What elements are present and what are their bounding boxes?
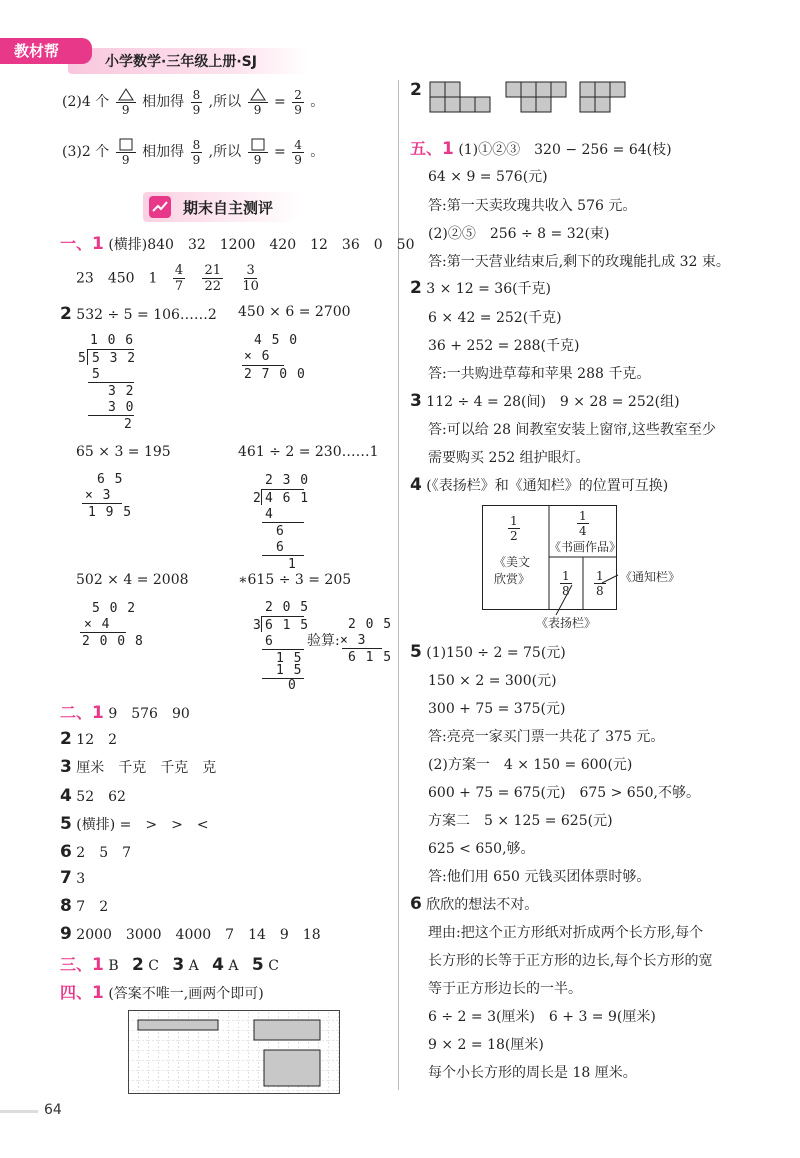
- calc-c-mul: × 3: [85, 488, 112, 503]
- calc-g-top: 2 0 5: [348, 617, 393, 632]
- fraction-2-9: $\frac{2}{9}$: [294, 87, 302, 117]
- calc-d-quotient: 2 3 0: [265, 473, 310, 488]
- r-line: (2)②⑤ 256 ÷ 8 = 32(束): [428, 226, 610, 242]
- notice-label: 《通知栏》: [620, 570, 681, 584]
- page-number: 64: [44, 1102, 62, 1118]
- r-line: 答:一共购进草莓和苹果 288 千克。: [428, 366, 651, 382]
- calc-g-result: 6 1 5: [348, 650, 393, 665]
- triangle-fraction: 9: [116, 88, 136, 116]
- calc-f-step1: 6: [265, 634, 274, 649]
- check-label: 验算:: [307, 633, 340, 649]
- fraction-4-9: $\frac{4}{9}$: [294, 137, 302, 167]
- calc-e-mul: × 4: [84, 617, 111, 632]
- calc-e-top: 5 0 2: [92, 601, 137, 616]
- calc-a-remainder: 2: [124, 417, 133, 432]
- half-fraction: $\frac{1}{2}$: [510, 514, 518, 543]
- header-title: 小学数学·三年级上册·SJ: [105, 54, 257, 70]
- square-fraction: 9: [116, 138, 136, 166]
- calc-f-head: ∗615 ÷ 3 = 205: [238, 572, 352, 588]
- s2-q8: 8 7 2: [60, 896, 109, 916]
- rectangle-3: [264, 1050, 320, 1086]
- s2-q3: 3 厘米 千克 千克 克: [60, 757, 217, 777]
- triangle-fraction: 9: [248, 88, 268, 116]
- calc-d-head: 461 ÷ 2 = 230……1: [238, 444, 379, 460]
- s2-q5: 5 (横排) = > > <: [60, 814, 209, 834]
- eighth-fraction-2: $\frac{1}{8}$: [596, 569, 604, 598]
- cube-nets: [428, 80, 638, 114]
- s2-q1: 二、1 9 576 90: [60, 703, 190, 723]
- r-line: 36 + 252 = 288(千克): [428, 338, 580, 354]
- triangle-icon: [118, 88, 134, 101]
- calc-d-step2: 6: [276, 524, 285, 539]
- s1-q1-line2: 23 450 1 $\frac{4}{7}$ $\frac{21}{22}$ $\frac{3}{10}$: [76, 263, 259, 294]
- r-q2b: 2 3 × 12 = 36(千克): [410, 278, 552, 298]
- rectangle-1: [138, 1020, 218, 1030]
- calc-b-top: 4 5 0: [254, 333, 299, 348]
- r-s5-q1: 五、1 (1)①②③ 320 − 256 = 64(枝): [410, 139, 672, 159]
- calc-c-result: 1 9 5: [88, 505, 133, 520]
- calc-d-dividend: 4 6 1: [265, 491, 310, 506]
- r-line: 需要购买 252 组护眼灯。: [428, 450, 590, 466]
- half-label-1: 《美文: [494, 555, 531, 569]
- section-title-box: [143, 192, 301, 222]
- section-title: 期末自主测评: [183, 199, 274, 217]
- triangle-icon: [250, 88, 266, 101]
- r-line: 方案二 5 × 125 = 625(元): [428, 813, 613, 829]
- calc-d-step1: 4: [265, 507, 274, 522]
- calc-f-divisor: 3: [253, 618, 262, 633]
- s2-q7: 7 3: [60, 868, 86, 888]
- r-line: 300 + 75 = 375(元): [428, 701, 566, 717]
- r-line: 150 × 2 = 300(元): [428, 673, 557, 689]
- r-line: 等于正方形边长的一半。: [428, 981, 582, 997]
- s4-q1: 四、1 (答案不唯一,画两个即可): [60, 983, 264, 1003]
- r-q2-num: 2: [410, 80, 422, 100]
- r-line: 64 × 9 = 576(元): [428, 169, 548, 185]
- calc-a-step3: 3 0: [108, 400, 135, 415]
- calc-f-quotient: 2 0 5: [265, 600, 310, 615]
- square-fraction: 9: [248, 138, 268, 166]
- calc-b-mul: × 6: [244, 349, 271, 364]
- r-q3: 3 112 ÷ 4 = 28(间) 9 × 28 = 252(组): [410, 391, 680, 411]
- calc-f-step3: 1 5: [276, 663, 303, 678]
- square-icon: [118, 138, 134, 151]
- r-line: 答:可以给 28 间教室安装上窗帘,这些教室至少: [428, 422, 716, 438]
- calc-d-remainder: 1: [288, 557, 297, 572]
- r-line: 答:第一天卖玫瑰共收入 576 元。: [428, 198, 637, 214]
- calc-c-head: 65 × 3 = 195: [76, 444, 171, 460]
- fraction-8-9: $\frac{8}{9}$: [192, 87, 201, 117]
- calc-e-head: 502 × 4 = 2008: [76, 572, 189, 588]
- calc-g-mul: × 3: [340, 633, 367, 648]
- calc-c-top: 6 5: [97, 472, 124, 487]
- rectangle-2: [254, 1020, 320, 1040]
- r-q6: 6 欣欣的想法不对。: [410, 894, 539, 914]
- calc-a-step2: 3 2: [108, 384, 135, 399]
- calc-a-head: 2 532 ÷ 5 = 106……2: [60, 304, 217, 324]
- calc-e-result: 2 0 0 8: [82, 634, 144, 649]
- fraction-3-10: $\frac{3}{10}$: [242, 263, 259, 294]
- r-line: 6 ÷ 2 = 3(厘米) 6 + 3 = 9(厘米): [428, 1009, 656, 1025]
- r-line: 6 × 42 = 252(千克): [428, 310, 562, 326]
- calc-d-divisor: 2: [253, 491, 262, 506]
- praise-label: 《表扬栏》: [536, 616, 597, 630]
- r-line: (2)方案一 4 × 150 = 600(元): [428, 757, 633, 773]
- r-line: 625 < 650,够。: [428, 841, 535, 857]
- quarter-fraction: $\frac{1}{4}$: [579, 509, 587, 538]
- calc-d-step3: 6: [276, 540, 285, 555]
- r-line: 答:亮亮一家买门票一共花了 375 元。: [428, 729, 665, 745]
- r-line: 答:第一天营业结束后,剩下的玫瑰能扎成 32 束。: [428, 254, 730, 270]
- chart-trend-icon: [149, 196, 171, 218]
- grid-drawing: [128, 1010, 340, 1094]
- fraction-21-22: $\frac{21}{22}$: [204, 263, 221, 294]
- half-label-2: 欣赏》: [494, 572, 531, 586]
- q2-triangle-line: (2)4 个 9 相加得 $\frac{8}{9}$ ,所以 9 = $\frac{2}{9}$ 。: [62, 87, 325, 117]
- q3-square-line: (3)2 个 9 相加得 $\frac{8}{9}$ ,所以 9 = $\frac{4}{9}$ 。: [62, 137, 325, 167]
- quarter-label: 《书画作品》: [549, 540, 622, 554]
- s2-q6: 6 2 5 7: [60, 842, 132, 862]
- s2-q4: 4 52 62: [60, 786, 126, 806]
- r-line: 9 × 2 = 18(厘米): [428, 1037, 544, 1053]
- page-number-line: [0, 1110, 38, 1113]
- fraction-4-7: $\frac{4}{7}$: [174, 263, 184, 294]
- s2-q2: 2 12 2: [60, 729, 118, 749]
- header-badge: 教材帮: [0, 38, 92, 64]
- square-icon: [250, 138, 266, 151]
- s2-q9: 9 2000 3000 4000 7 14 9 18: [60, 924, 321, 944]
- eighth-fraction-1: $\frac{1}{8}$: [562, 569, 570, 598]
- r-q5: 5 (1)150 ÷ 2 = 75(元): [410, 642, 566, 662]
- calc-a-divisor: 5: [78, 351, 87, 366]
- fraction-8-9: $\frac{8}{9}$: [192, 137, 201, 167]
- r-q4: 4 (《表扬栏》和《通知栏》的位置可互换): [410, 475, 669, 495]
- calc-b-head: 450 × 6 = 2700: [238, 304, 351, 320]
- calc-a-dividend: 5 3 2: [92, 351, 137, 366]
- calc-a-quotient: 1 0 6: [90, 333, 135, 348]
- calc-b-result: 2 7 0 0: [244, 367, 306, 382]
- r-line: 长方形的长等于正方形的边长,每个长方形的宽: [428, 953, 713, 969]
- s1-q1: 一、1 (横排)840 32 1200 420 12 36 0 50: [60, 234, 415, 254]
- calc-f-step2: 1 5: [276, 651, 303, 666]
- r-line: 答:他们用 650 元钱买团体票时够。: [428, 869, 651, 885]
- calc-f-dividend: 6 1 5: [265, 618, 310, 633]
- r-line: 理由:把这个正方形纸对折成两个长方形,每个: [428, 925, 704, 941]
- calc-a-step1: 5: [92, 367, 101, 382]
- r-line: 600 + 75 = 675(元) 675 > 650,不够。: [428, 785, 700, 801]
- r-line: 每个小长方形的周长是 18 厘米。: [428, 1065, 637, 1081]
- calc-f-remainder: 0: [288, 678, 297, 693]
- s3-answers: 三、1 B 2 C 3 A 4 A 5 C: [60, 955, 279, 975]
